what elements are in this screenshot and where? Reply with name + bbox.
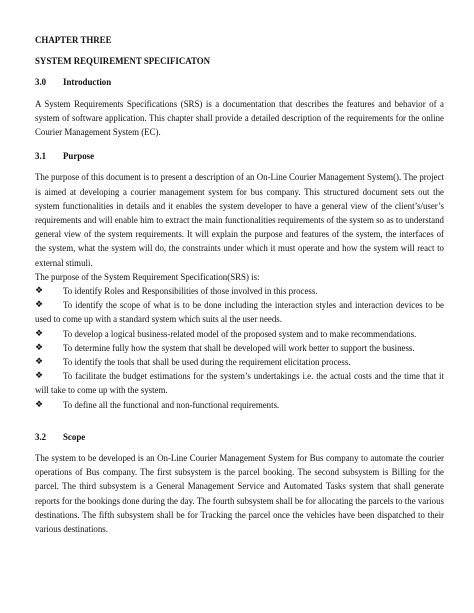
- section-heading-purpose: [35, 149, 444, 163]
- section-title: Purpose: [63, 151, 95, 162]
- list-item: ❖ To develop a logical business-related model of the proposed system and to make recommendations.: [35, 327, 444, 341]
- list-item: ❖ To identify Roles and Responsibilities of those involved in this process.: [35, 284, 444, 298]
- purpose-paragraph: The purpose of this document is to present a description of an On-Line Courier Management System(). The project is aimed at developing a courier management system for bus company. This structured document sets out the system functionalities in details and it enables the system developer to have a general view of the client’s/user’s requirements and will enable him to extract the main functionalities requirements of the system so as to understand general view of the system requirements. It will explain the purpose and features of the system, the interfaces of the system, what the system will do, the constraints under which it must operate and how the system will react to external stimuli.: [35, 172, 444, 268]
- list-item: ❖ To identify the scope of what is to be done including the interaction styles and interaction devices to be used to come up with a standard system which suits al the user needs.: [35, 300, 444, 325]
- diamond-bullet-icon: ❖: [35, 286, 44, 297]
- chapter-subtitle: SYSTEM REQUIREMENT SPECIFICATON: [35, 56, 211, 67]
- purpose-bullet-list: [35, 284, 444, 412]
- scope-paragraph: The system to be developed is an On-Line Courier Management System for Bus company to automate the courier operations of Bus company. The first subsystem is the parcel booking. The second subsystem is Billing for the parcel. The third subsystem is a General Management Service and Automated Tasks system that shall generate reports for the bookings done during the day. The fourth subsystem shall be for allocating the parcels to the various destinations. The fifth subsystem shall be for Tracking the parcel once the vehicles have been dispatched to their various destinations.: [35, 453, 444, 535]
- list-item: ❖ To identify the tools that shall be used during the requirement elicitation process.: [35, 355, 444, 369]
- diamond-bullet-icon: ❖: [35, 328, 44, 339]
- section-title: Scope: [63, 431, 86, 442]
- list-item: ❖ To facilitate the budget estimations for the system’s undertakings i.e. the actual costs and the time that it will take to come up with the system.: [35, 371, 444, 396]
- diamond-bullet-icon: ❖: [35, 371, 44, 382]
- section-number: 3.1: [35, 151, 47, 162]
- diamond-bullet-icon: ❖: [35, 399, 44, 410]
- section-number: 3.0: [35, 77, 47, 88]
- list-item: ❖ To define all the functional and non-functional requirements.: [35, 398, 444, 412]
- list-item: ❖ To determine fully how the system that shall be developed will work better to support the business.: [35, 341, 444, 355]
- section-title: Introduction: [63, 77, 112, 88]
- section-number: 3.2: [35, 431, 47, 442]
- diamond-bullet-icon: ❖: [35, 342, 44, 353]
- section-heading-scope: [35, 430, 444, 444]
- diamond-bullet-icon: ❖: [35, 300, 44, 311]
- section-heading-introduction: [35, 75, 444, 89]
- introduction-paragraph: A System Requirements Specifications (SRS) is a documentation that describes the features and behavior of a system of software application. This chapter shall provide a detailed description of the requirements for the online Courier Management System (EC).: [35, 98, 444, 138]
- chapter-title: CHAPTER THREE: [35, 35, 112, 45]
- purpose-list-intro: The purpose of the System Requirement Specification(SRS) is:: [35, 271, 260, 282]
- diamond-bullet-icon: ❖: [35, 357, 44, 368]
